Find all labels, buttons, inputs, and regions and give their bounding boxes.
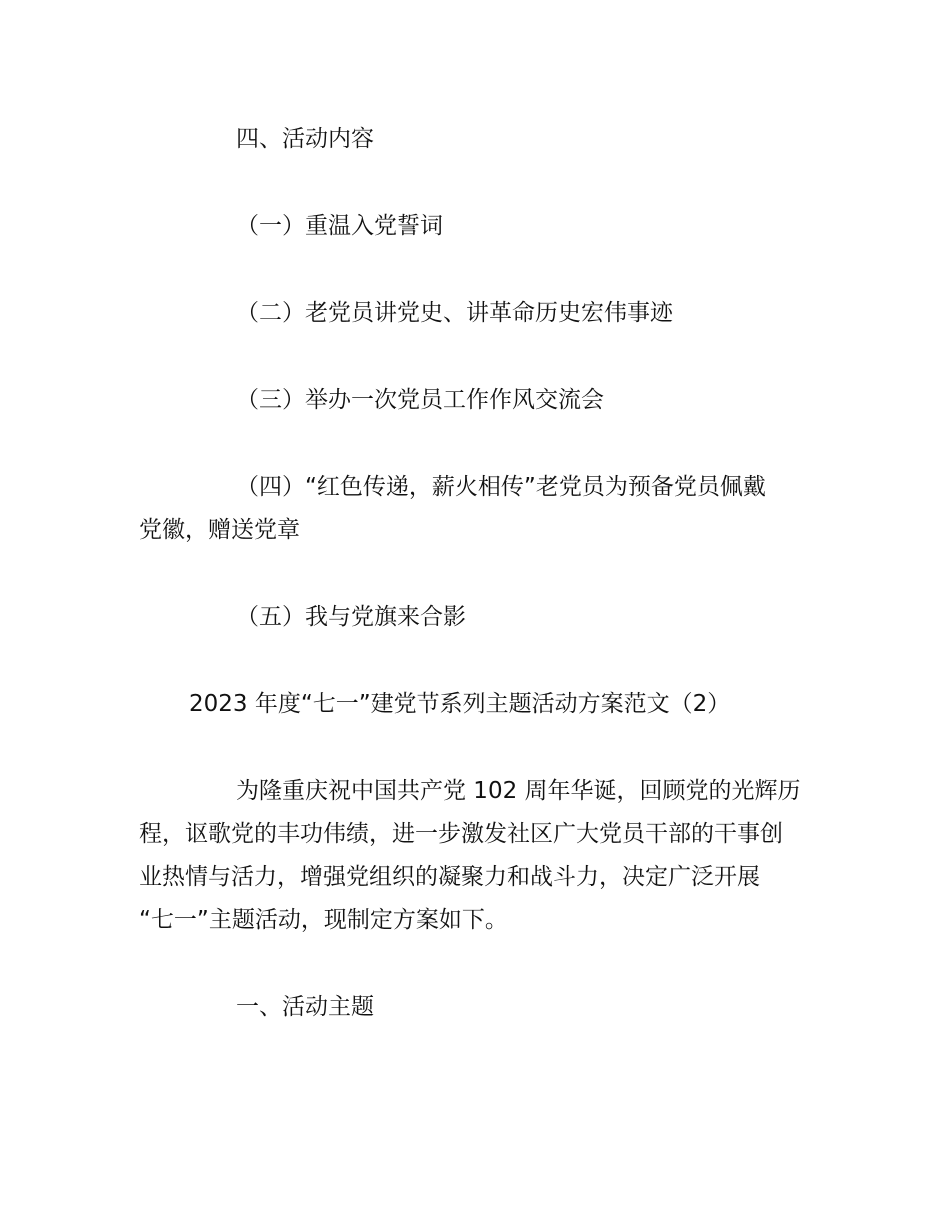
section-heading-activity-content: 四、活动内容 <box>236 126 374 152</box>
section-heading-activity-theme: 一、活动主题 <box>236 994 374 1020</box>
paragraph-line: 程，讴歌党的丰功伟绩，进一步激发社区广大党员干部的干事创 <box>139 821 783 847</box>
paragraph-line: 为隆重庆祝中国共产党 102 周年华诞，回顾党的光辉历 <box>236 778 801 804</box>
list-item: （三）举办一次党员工作作风交流会 <box>236 387 604 413</box>
list-item: （四）“红色传递，薪火相传”老党员为预备党员佩戴 <box>236 474 766 500</box>
paragraph-line: “七一”主题活动，现制定方案如下。 <box>139 907 508 933</box>
paragraph-line: 业热情与活力，增强党组织的凝聚力和战斗力，决定广泛开展 <box>139 864 760 890</box>
list-item: （一）重温入党誓词 <box>236 213 443 239</box>
list-item-continuation: 党徽，赠送党章 <box>139 517 300 543</box>
article-title: 2023 年度“七一”建党节系列主题活动方案范文（2） <box>189 691 731 717</box>
list-item: （五）我与党旗来合影 <box>236 604 466 630</box>
list-item: （二）老党员讲党史、讲革命历史宏伟事迹 <box>236 300 673 326</box>
